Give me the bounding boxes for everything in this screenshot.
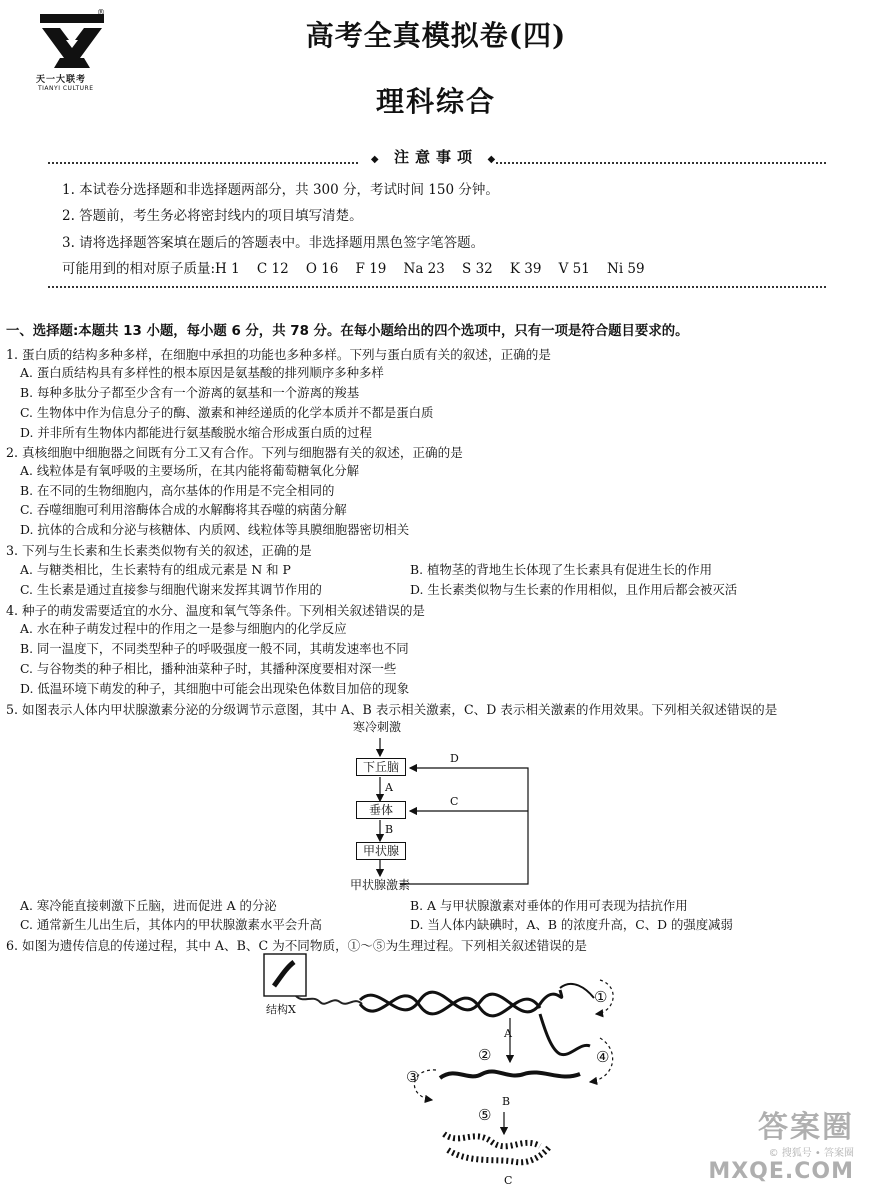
question-3-option-c: C. 生长素是通过直接参与细胞代谢来发挥其调节作用的 [20,582,322,597]
question-3-option-b: B. 植物茎的背地生长体现了生长素具有促进生长的作用 [410,562,712,577]
arrow-label-b: B [385,823,394,836]
question-4-option-b: B. 同一温度下，不同类型种子的呼吸强度一般不同，其萌发速率也不同 [20,641,409,656]
notice-heading: ◆ 注意事项 ◆ [370,148,502,166]
structure-x-label: 结构X [266,1003,296,1016]
process-4-label: ④ [596,1048,610,1066]
question-5-option-a: A. 寒冷能直接刺激下丘脑，进而促进 A 的分泌 [20,898,277,913]
question-3-stem: 3. 下列与生长素和生长素类似物有关的叙述，正确的是 [6,543,312,558]
notice-divider-bottom [48,286,826,288]
watermark-sub: MXQE.COM [708,1159,854,1184]
logo-name-en: TIANYI CULTURE [38,85,94,92]
question-5-stem: 5. 如图表示人体内甲状腺激素分泌的分级调节示意图，其中 A、B 表示相关激素，C、D 表示相关激素的作用效果。下列相关叙述错误的是 [6,702,778,717]
substance-a-label: A [504,1027,512,1040]
section-heading: 一、选择题:本题共 13 小题，每小题 6 分，共 78 分。在每小题给出的四个选项中，只有一项是符合题目要求的。 [6,324,689,339]
question-2-option-a: A. 线粒体是有氧呼吸的主要场所，在其内能将葡萄糖氧化分解 [20,463,359,478]
exam-subject: 理科综合 [375,85,496,118]
gene-expression-figure [260,950,640,1190]
question-2-stem: 2. 真核细胞中细胞器之间既有分工又有合作。下列与细胞器有关的叙述，正确的是 [6,445,463,460]
watermark-small: © 搜狐号 • 答案圈 [768,1148,854,1159]
exam-title: 高考全真模拟卷(四) [305,19,567,52]
question-5-option-c: C. 通常新生儿出生后，其体内的甲状腺激素水平会升高 [20,917,322,932]
watermark [704,1102,854,1192]
arrow-label-a: A [385,781,393,794]
arrow-label-c: C [450,795,459,808]
question-4-option-d: D. 低温环境下萌发的种子，其细胞中可能会出现染色体数目加倍的现象 [20,681,410,696]
stimulus-label: 寒冷刺激 [353,720,402,734]
process-5-label: ⑤ [478,1106,492,1124]
question-3-option-d: D. 生长素类似物与生长素的作用相似，且作用后都会被灭活 [410,582,738,597]
hypothalamus-box: 下丘脑 [356,758,406,776]
atomic-masses: 可能用到的相对原子质量:H 1 C 12 O 16 F 19 Na 23 S 32 K 39 V 51 Ni 59 [62,261,645,277]
process-1-label: ① [594,988,608,1006]
notice-item-3: 3. 请将选择题答案填在题后的答题表中。非选择题用黑色签字笔答题。 [62,235,485,251]
question-1-option-a: A. 蛋白质结构具有多样性的根本原因是氨基酸的排列顺序多种多样 [20,365,384,380]
process-3-label: ③ [406,1068,420,1086]
thyroid-box: 甲状腺 [356,842,406,860]
question-2-option-d: D. 抗体的合成和分泌与核糖体、内质网、线粒体等具膜细胞器密切相关 [20,522,410,537]
question-2-option-b: B. 在不同的生物细胞内，高尔基体的作用是不完全相同的 [20,483,335,498]
logo-name: 天一大联考 [36,75,87,85]
notice-heading-text: 注意事项 [393,148,478,166]
question-5-option-d: D. 当人体内缺碘时，A、B 的浓度升高，C、D 的强度减弱 [410,917,733,932]
registered-mark: ® [97,8,105,17]
notice-item-2: 2. 答题前，考生务必将密封线内的项目填写清楚。 [62,208,363,224]
pituitary-box: 垂体 [356,801,406,819]
substance-b-label: B [502,1095,511,1108]
question-6-stem: 6. 如图为遗传信息的传递过程，其中 A、B、C 为不同物质，①～⑤为生理过程。下列相关叙述错误的是 [6,938,587,953]
question-4-option-a: A. 水在种子萌发过程中的作用之一是参与细胞内的化学反应 [20,621,347,636]
thyroid-hormone-label: 甲状腺激素 [350,878,411,892]
question-2-option-c: C. 吞噬细胞可利用溶酶体合成的水解酶将其吞噬的病菌分解 [20,502,347,517]
question-4-option-c: C. 与谷物类的种子相比，播种油菜种子时，其播种深度要相对深一些 [20,661,397,676]
question-5-option-b: B. A 与甲状腺激素对垂体的作用可表现为拮抗作用 [410,898,688,913]
question-4-stem: 4. 种子的萌发需要适宜的水分、温度和氧气等条件。下列相关叙述错误的是 [6,603,426,618]
arrow-label-d: D [450,752,459,765]
process-2-label: ② [478,1046,492,1064]
question-1-option-b: B. 每种多肽分子都至少含有一个游离的氨基和一个游离的羧基 [20,385,360,400]
notice-item-1: 1. 本试卷分选择题和非选择题两部分，共 300 分，考试时间 150 分钟。 [62,182,499,198]
question-1-option-c: C. 生物体中作为信息分子的酶、激素和神经递质的化学本质并不都是蛋白质 [20,405,434,420]
question-1-stem: 1. 蛋白质的结构多种多样，在细胞中承担的功能也多种多样。下列与蛋白质有关的叙述，正确的是 [6,347,551,362]
question-3-option-a: A. 与糖类相比，生长素特有的组成元素是 N 和 P [20,562,291,577]
watermark-main: 答案圈 [758,1110,854,1145]
substance-c-label: C [504,1174,513,1187]
question-1-option-d: D. 并非所有生物体内都能进行氨基酸脱水缩合形成蛋白质的过程 [20,425,372,440]
